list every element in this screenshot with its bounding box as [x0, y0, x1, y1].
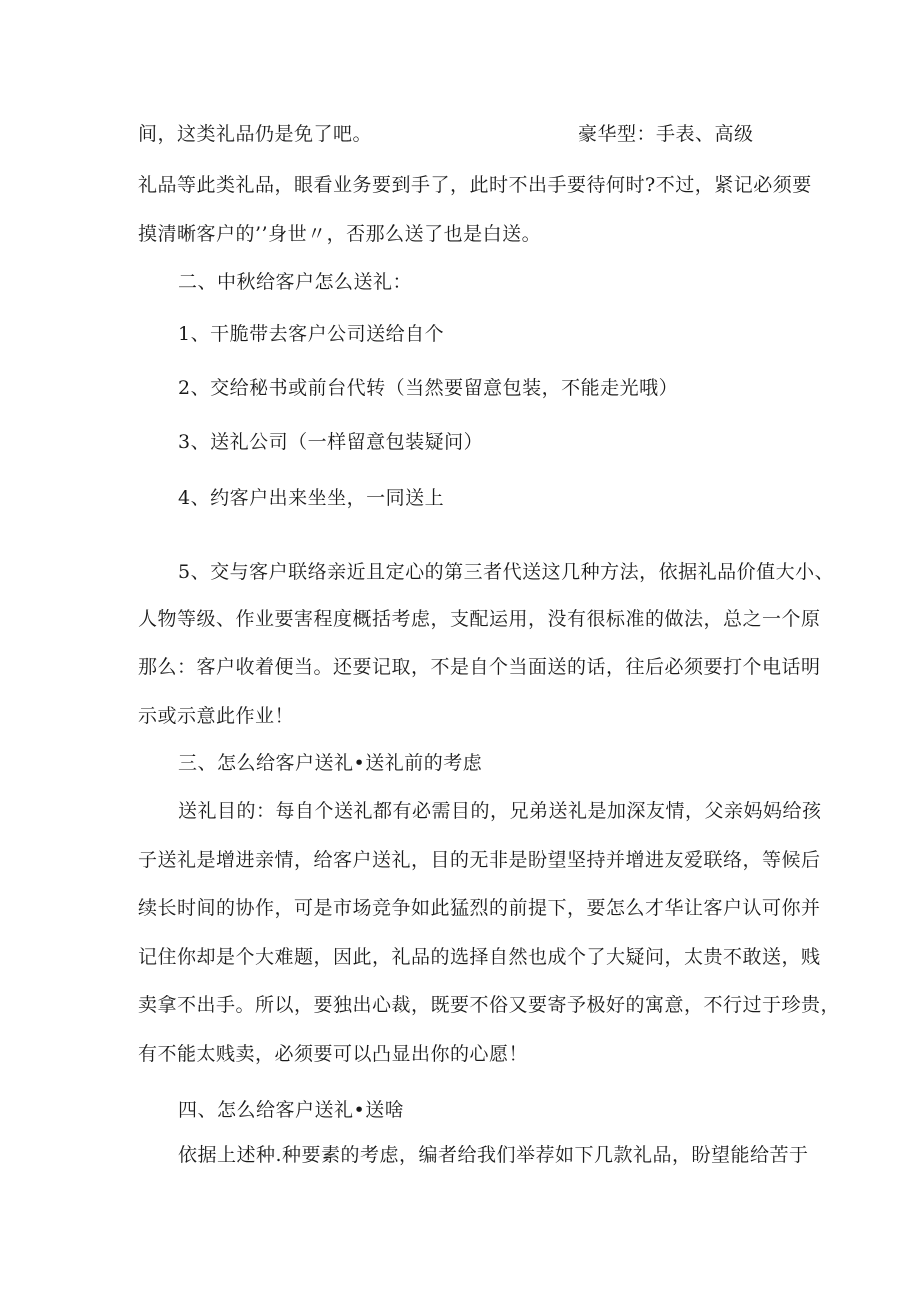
section-2-item-5-line-4: 示或示意此作业！: [138, 705, 295, 727]
section-3-paragraph-line-4: 记住你却是个大难题，因此，礼品的选择自然也成个了大疑问，太贵不敢送，贱: [138, 946, 821, 968]
section-2-item-1: 1、干脆带去客户公司送给自个: [178, 323, 445, 345]
section-3-paragraph-line-5: 卖拿不出手。所以，要独出心裁，既要不俗又要寄予极好的寓意，不行过于珍贵，: [138, 994, 841, 1016]
section-3-heading: 三、怎么给客户送礼•送礼前的考虑: [178, 752, 483, 774]
section-2-item-5-line-2: 人物等级、作业要害程度概括考虑，支配运用，没有很标准的做法，总之一个原: [138, 608, 821, 630]
section-2-heading: 二、中秋给客户怎么送礼：: [178, 271, 413, 293]
section-3-paragraph-line-3: 续长时间的协作，可是市场竞争如此猛烈的前提下，要怎么才华让客户认可你并: [138, 897, 821, 919]
section-3-paragraph-line-2: 子送礼是增进亲情，给客户送礼，目的无非是盼望坚持并增进友爱联络，等候后: [138, 849, 821, 871]
section-3-paragraph-line-1: 送礼目的：每自个送礼都有必需目的，兄弟送礼是加深友情，父亲妈妈给孩: [178, 800, 822, 822]
section-4-heading: 四、怎么给客户送礼•送啥: [178, 1099, 405, 1121]
section-3-paragraph-line-6: 有不能太贱卖，必须要可以凸显出你的心愿！: [138, 1043, 529, 1065]
intro-line-3: 摸清晰客户的’’身世〃，否那么送了也是白送。: [138, 223, 542, 245]
intro-line-1-left: 间，这类礼品仍是免了吧。: [138, 123, 373, 145]
intro-line-2: 礼品等此类礼品，眼看业务要到手了，此时不出手要待何时?不过，紧记必须要: [138, 174, 812, 196]
section-2-item-5-line-1: 5、交与客户联络亲近且定心的第三者代送这几种方法，依据礼品价值大小、: [178, 561, 835, 583]
section-4-paragraph-line-1: 依据上述种.种要素的考虑，编者给我们举荐如下几款礼品，盼望能给苦于: [178, 1144, 809, 1166]
intro-line-1-right: 豪华型：手表、高级: [578, 123, 754, 145]
section-2-item-4: 4、约客户出来坐坐，一同送上: [178, 487, 445, 509]
section-2-item-2: 2、交给秘书或前台代转（当然要留意包装，不能走光哦）: [178, 377, 679, 399]
section-2-item-5-line-3: 那么：客户收着便当。还要记取，不是自个当面送的话，往后必须要打个电话明: [138, 656, 821, 678]
section-2-item-3: 3、送礼公司（一样留意包装疑问）: [178, 431, 484, 453]
